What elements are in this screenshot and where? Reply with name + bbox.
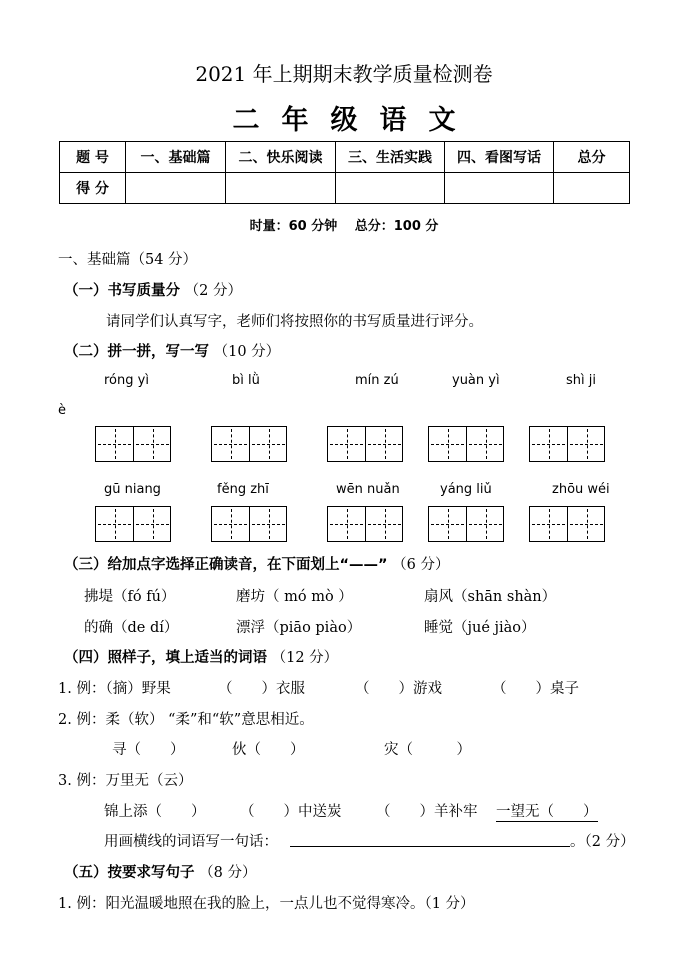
table-cell: 总分 — [554, 142, 630, 173]
pinyin-label: fěng zhī — [217, 482, 269, 497]
question-example: 3. 例：万里无（云） — [58, 773, 193, 789]
question-example: 1. 例：阳光温暖地照在我的脸上，一点儿也不觉得寒冷。（1 分） — [58, 896, 475, 912]
section-title: 一、基础篇（54 分） — [58, 252, 198, 268]
sentence-answer-line[interactable] — [290, 846, 570, 847]
pinyin-label: yáng liǔ — [440, 482, 492, 497]
writing-grid[interactable] — [327, 506, 403, 542]
table-cell: 得 分 — [60, 173, 126, 204]
part-heading — [64, 646, 338, 667]
reading-choice[interactable]: 漂浮（piāo piào） — [236, 620, 362, 636]
table-cell: 二、快乐阅读 — [226, 142, 336, 173]
reading-choice[interactable]: 睡觉（jué jiào） — [424, 620, 536, 636]
part-heading — [64, 340, 280, 361]
reading-choice[interactable]: 的确（de dí） — [84, 620, 179, 636]
part-heading — [64, 553, 450, 574]
question-example: 1. 例：（摘）野果 — [58, 681, 171, 697]
part-title: （二）拼一拼，写一写 — [64, 344, 209, 360]
part-text: 请同学们认真写字，老师们将按照你的书写质量进行评分。 — [106, 314, 483, 330]
score-table-header-row — [60, 142, 630, 173]
table-cell: 题 号 — [60, 142, 126, 173]
score-table — [59, 141, 630, 204]
fill-blank-item[interactable]: （ ）羊补牢 — [376, 804, 478, 820]
fill-blank-item[interactable]: 灾（ ） — [384, 742, 471, 758]
reading-choice[interactable]: 磨坊（ mó mò ） — [236, 589, 353, 605]
fill-blank-item[interactable]: （ ）游戏 — [355, 681, 442, 697]
pinyin-label: bì lǜ — [232, 373, 260, 388]
part-title: （一）书写质量分 — [64, 283, 180, 299]
pinyin-label: shì ji — [566, 373, 596, 388]
pinyin-label: róng yì — [104, 373, 149, 388]
part-score: （2 分） — [184, 283, 242, 299]
table-cell: 一、基础篇 — [126, 142, 226, 173]
part-score: （6 分） — [392, 557, 450, 573]
sentence-prompt: 用画横线的词语写一句话： — [104, 834, 278, 850]
score-entry-cell[interactable] — [554, 173, 630, 204]
table-cell: 三、生活实践 — [336, 142, 445, 173]
writing-grid[interactable] — [211, 506, 287, 542]
reading-choice[interactable]: 拂堤（fó fú） — [84, 589, 176, 605]
score-entry-cell[interactable] — [226, 173, 336, 204]
part-heading — [64, 861, 256, 882]
score-table-score-row — [60, 173, 630, 204]
fill-blank-item-underlined[interactable]: 一望无（ ） — [496, 800, 598, 822]
part-score: （8 分） — [199, 865, 257, 881]
writing-grid[interactable] — [95, 426, 171, 462]
writing-grid[interactable] — [428, 426, 504, 462]
part-heading — [64, 279, 242, 300]
fill-blank-item[interactable]: （ ）衣服 — [218, 681, 305, 697]
exam-title: 2021 年上期期末教学质量检测卷 — [195, 62, 493, 86]
writing-grid[interactable] — [529, 426, 605, 462]
pinyin-wrap: è — [58, 403, 66, 418]
part-title: （三）给加点字选择正确读音，在下面划上“——” — [64, 557, 388, 573]
sentence-score: 。（2 分） — [570, 834, 635, 850]
fill-blank-item[interactable]: 锦上添（ ） — [104, 804, 206, 820]
writing-grid[interactable] — [428, 506, 504, 542]
pinyin-label: mín zú — [355, 373, 399, 388]
exam-subtitle: 二年级语文 — [232, 105, 478, 136]
part-score: （12 分） — [271, 650, 339, 666]
fill-blank-item[interactable]: 寻（ ） — [112, 742, 185, 758]
pinyin-label: yuàn yì — [452, 373, 500, 388]
fill-blank-item[interactable]: 伙（ ） — [232, 742, 305, 758]
writing-grid[interactable] — [95, 506, 171, 542]
fill-blank-item[interactable]: （ ）桌子 — [492, 681, 579, 697]
writing-grid[interactable] — [327, 426, 403, 462]
exam-meta: 时量：60 分钟 总分：100 分 — [249, 219, 439, 234]
fill-blank-item[interactable]: （ ）中送炭 — [240, 804, 342, 820]
pinyin-label: gū niang — [104, 482, 161, 497]
score-entry-cell[interactable] — [126, 173, 226, 204]
table-cell: 四、看图写话 — [445, 142, 554, 173]
score-entry-cell[interactable] — [336, 173, 445, 204]
pinyin-label: zhōu wéi — [552, 482, 610, 497]
part-title: （四）照样子，填上适当的词语 — [64, 650, 267, 666]
reading-choice[interactable]: 扇风（shān shàn） — [424, 589, 557, 605]
writing-grid[interactable] — [529, 506, 605, 542]
score-entry-cell[interactable] — [445, 173, 554, 204]
part-title: （五）按要求写句子 — [64, 865, 195, 881]
question-example: 2. 例：柔（软） “柔”和“软”意思相近。 — [58, 712, 314, 728]
writing-grid[interactable] — [211, 426, 287, 462]
pinyin-label: wēn nuǎn — [336, 482, 400, 497]
part-score: （10 分） — [213, 344, 281, 360]
